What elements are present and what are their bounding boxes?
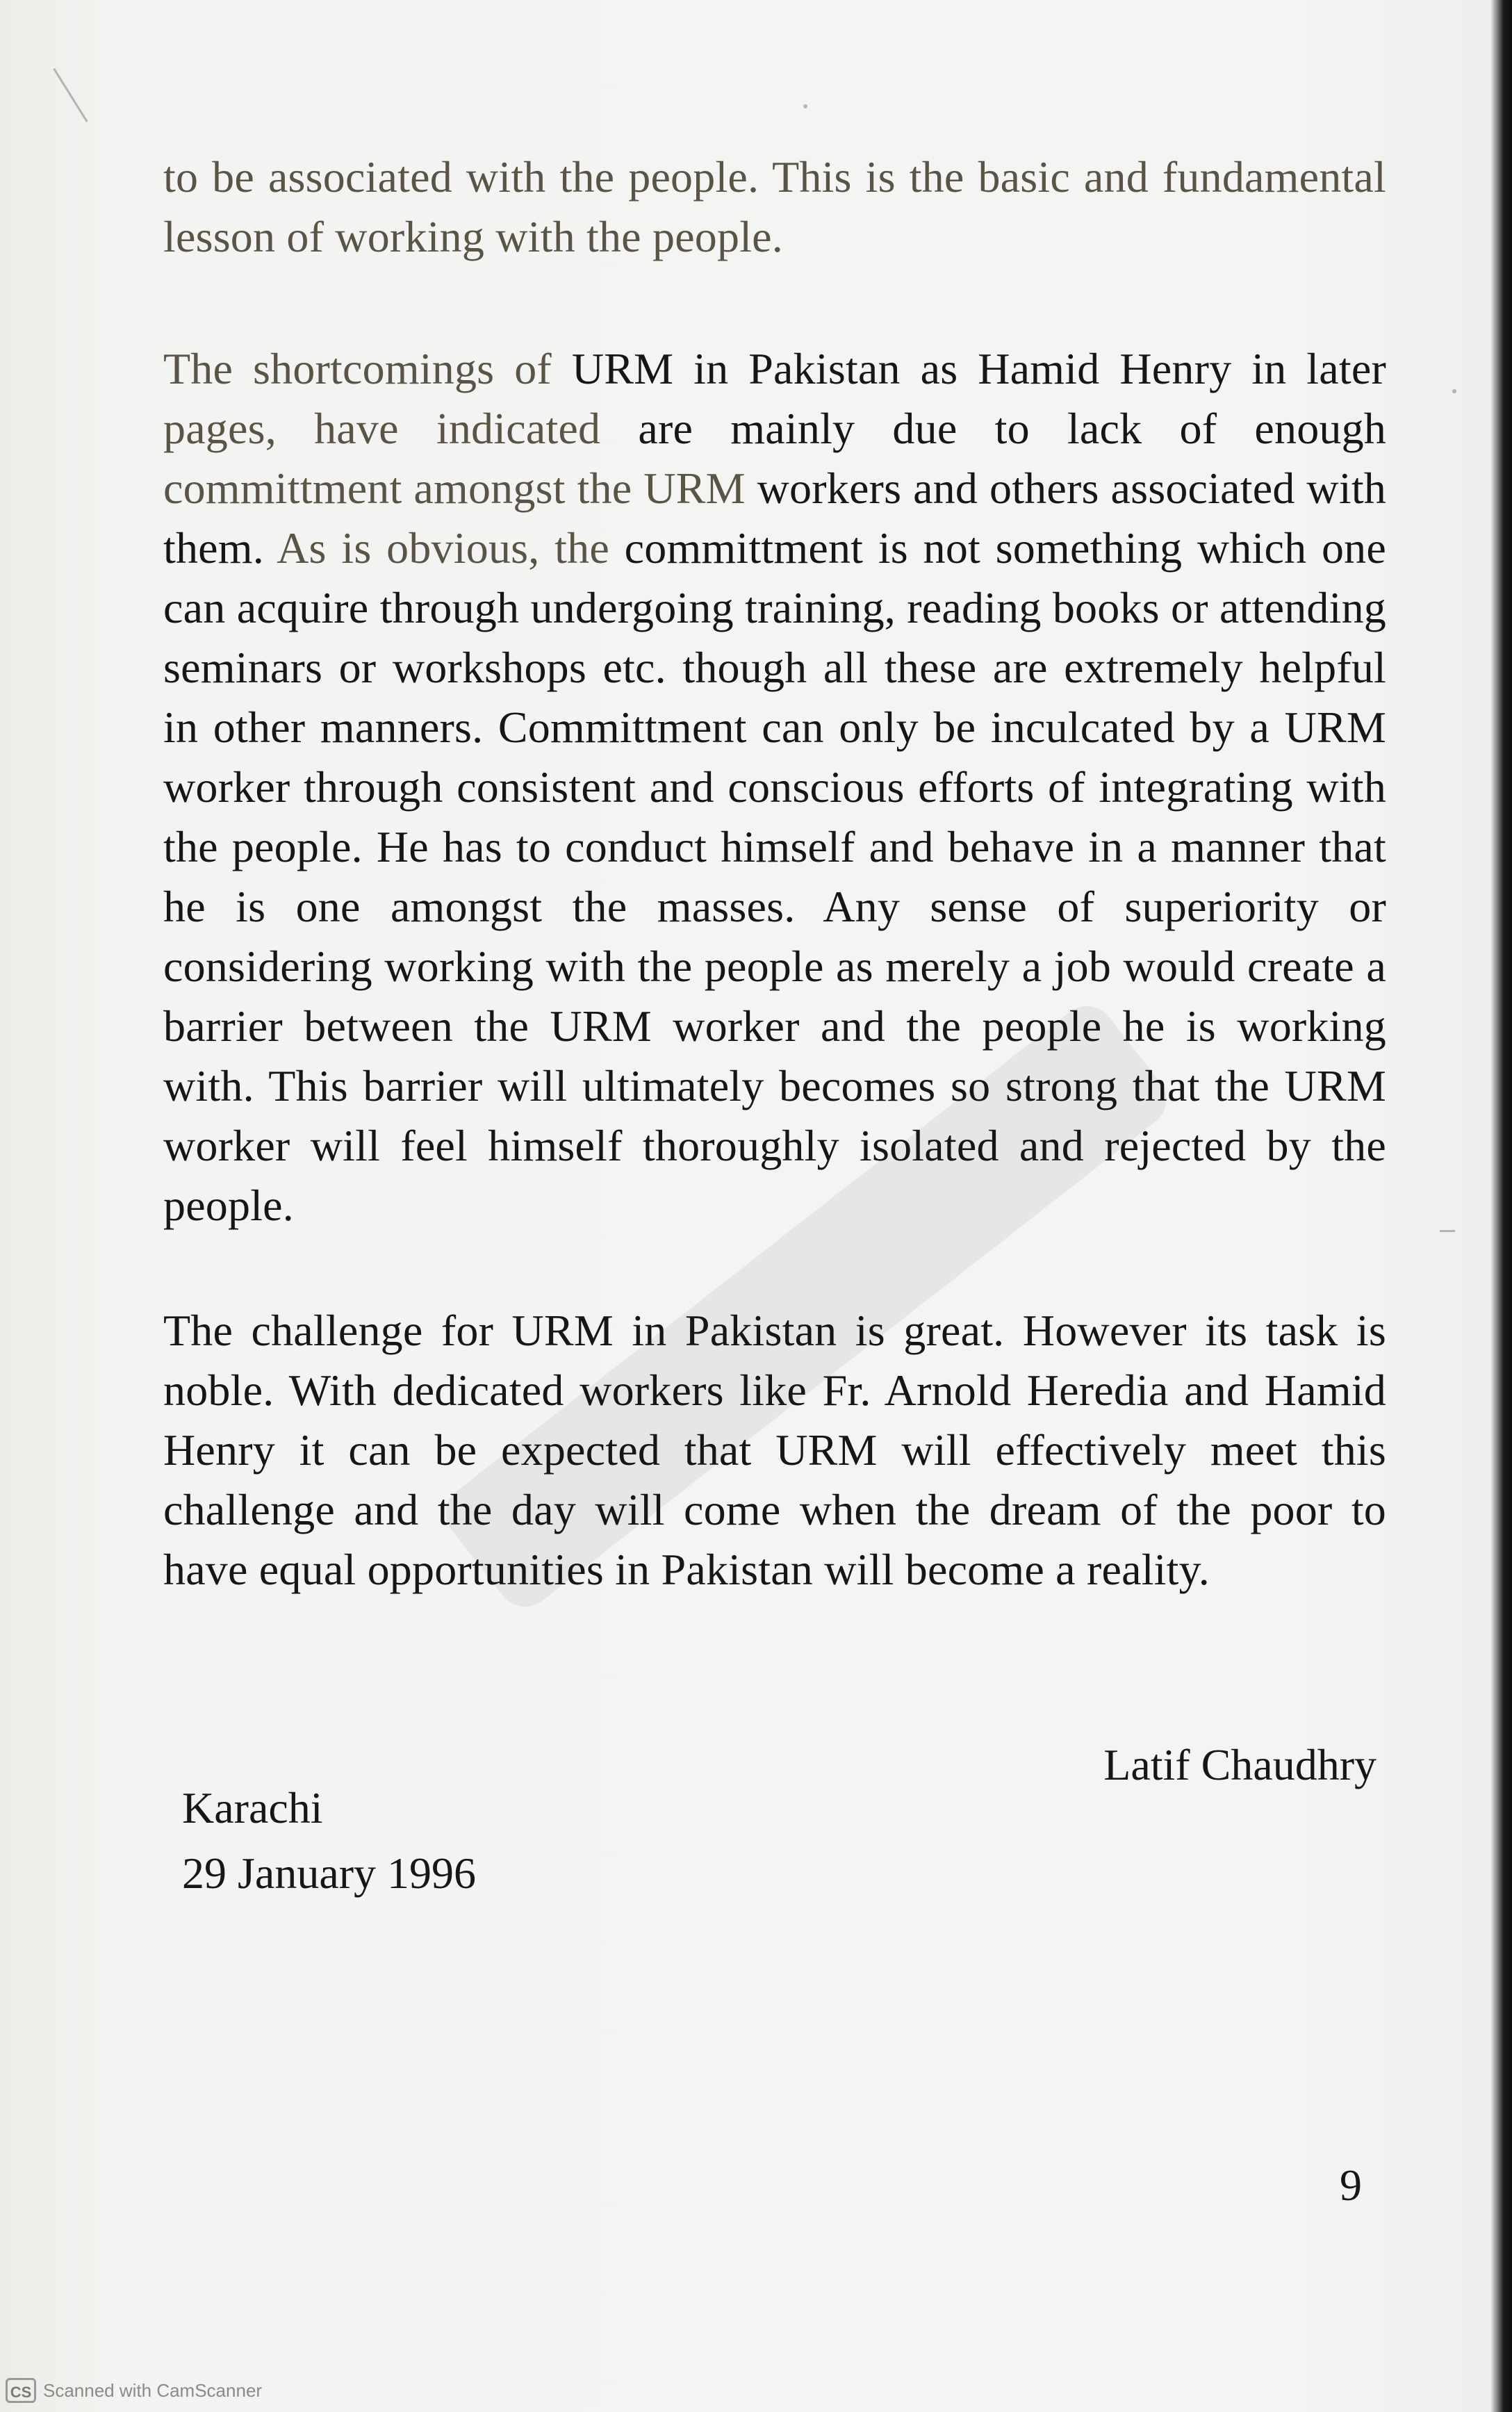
- paragraph-challenge: [163, 1301, 1386, 1600]
- paragraph-shortcomings-faded-4: As is obvious, the: [277, 523, 609, 573]
- scan-speck: [1440, 1230, 1455, 1232]
- paragraph-shortcomings: [163, 339, 1386, 1236]
- scan-speck: [803, 104, 807, 108]
- paragraph-intro: [163, 147, 1386, 267]
- place-date-block: [182, 1775, 476, 1906]
- camscanner-logo-icon: CS: [6, 2378, 36, 2403]
- page-right-edge: [1491, 0, 1512, 2412]
- paragraph-challenge-text: The challenge for URM in Pakistan is great. However its task is noble. With dedicated workers like Fr. Arnold Heredia and Hamid Henry it can be expected that URM will effectively meet this challenge and the day will come when the dream of the poor to have equal opportunities in Pakistan will become a reality.: [163, 1306, 1386, 1594]
- author-signature: Latif Chaudhry: [1103, 1740, 1377, 1789]
- paragraph-shortcomings-faded-2: pages, have indicated: [163, 404, 601, 453]
- date-label: 29 January 1996: [182, 1848, 477, 1898]
- scan-speck: [53, 68, 88, 122]
- place-label: Karachi: [182, 1783, 323, 1832]
- scan-speck: [1452, 389, 1456, 393]
- page-number: 9: [1340, 2160, 1362, 2210]
- paragraph-shortcomings-text-1: URM in Pakistan as Hamid Henry in later: [551, 344, 1386, 393]
- paragraph-shortcomings-faded-3: committment amongst the URM: [163, 463, 746, 513]
- paragraph-shortcomings-text-4: committment is not something which one can acquire through undergoing training, reading books or attending seminars or workshops etc. though all these are extremely helpful in other manners. Committment can only be inculcated by a URM worker through consistent and conscious efforts of integrating with the people. He has to conduct himself and behave in a manner that he is one amongst the masses. Any sense of superiority or considering working with the people as merely a job would create a barrier between the URM worker and the people he is working with. This barrier will ultimately becomes so strong that the URM worker will feel himself thoroughly isolated and rejected by the people.: [163, 523, 1386, 1230]
- paragraph-intro-text: to be associated with the people. This is the basic and fundamental lesson of working with the people.: [163, 152, 1386, 261]
- paragraph-shortcomings-text-2: are mainly due to lack of enough: [600, 404, 1386, 453]
- paragraph-shortcomings-faded-1: The shortcomings of: [163, 344, 552, 393]
- paragraph-shortcomings-text-3: workers and others associated with them.: [163, 463, 1387, 573]
- scanner-footer: [6, 2378, 262, 2403]
- scanner-label: Scanned with CamScanner: [43, 2379, 263, 2401]
